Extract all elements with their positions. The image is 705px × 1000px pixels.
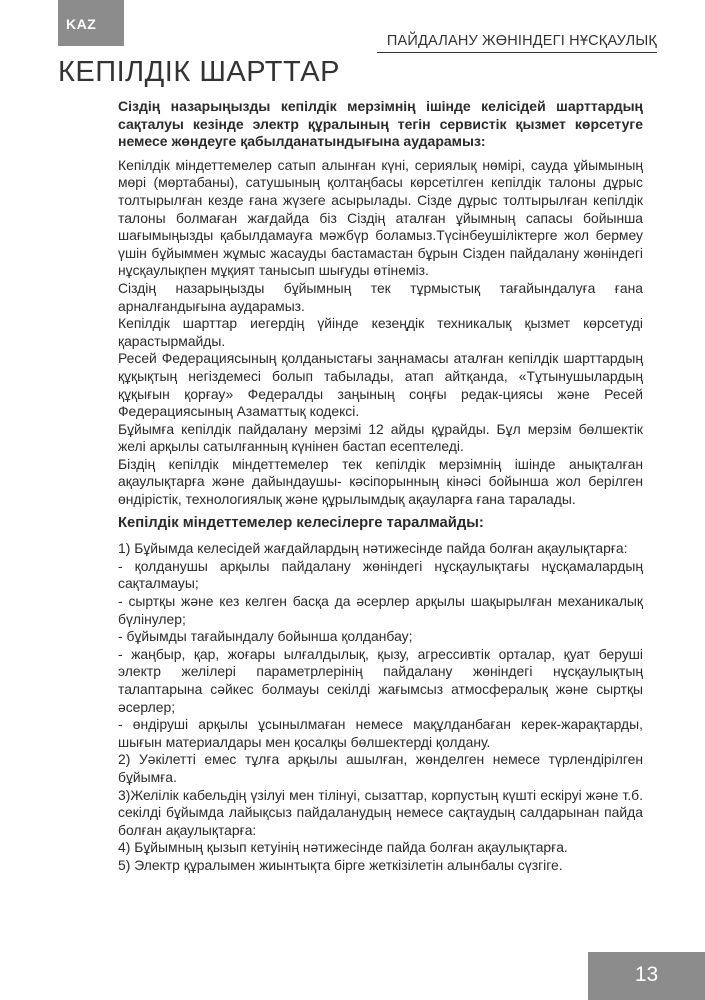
exclusion-item: - қолданушы арқылы пайдалану жөніндегі нұсқаулықтағы нұсқамалардың сақталмауы; (118, 557, 643, 592)
paragraph: Кепілдік шарттар иегердің үйінде кезеңдік техникалық қызмет көрсетуді қарастырмайды. (118, 315, 643, 349)
exclusion-item: 4) Бұйымның қызып кетуінің нәтижесінде пайда болған ақаулықтарға. (118, 839, 568, 856)
paragraph: Ресей Федерациясының қолданыстағы заңнамасы аталған кепілдік шарттардың құқықтың негіздемесі болып табылады, атап айтқанда, «Тұтынушылардың құқығын қорғау» Федералды заңының соңғы редак-циясы және Ресей Федерациясының Азаматтық кодексі. (118, 350, 643, 420)
exclusion-item: 1) Бұйымда келесідей жағдайлардың нәтижесінде пайда болған ақаулықтарға: (118, 540, 628, 557)
page-content (118, 98, 643, 875)
exclusion-item: - өндіруші арқылы ұсынылмаған немесе мақұлданбаған керек-жарақтарды, шығын материалдары мен қосалқы бөлшектерді қолдану. (118, 716, 643, 750)
manual-title: ПАЙДАЛАНУ ЖӨНІНДЕГІ НҰСҚАУЛЫҚ (386, 33, 657, 49)
page-title: КЕПІЛДІК ШАРТТАР (58, 56, 340, 88)
paragraph: Кепілдік міндеттемелер сатып алынған күні, сериялық нөмірі, сауда ұйымының мөрі (мөртабаны), сатушының қолтаңбасы көрсетілген кепілдік талоны дұрыс толтырылған кезде ғана жүзеге асырылады. Сізде дұрыс толтырылған кепілдік талоны болмаған жағдайда біз Сіздің аталған ұйымның сапасы бойынша шағымыңызды қабылдамауға мәжбүр боламыз.Түсінбеушіліктерге жол бермеу үшін бұйыммен жұмыс жасауды бастамастан бұрын Сізден пайдалану жөніндегі нұсқаулықпен мұқият танысып шығуды өтінеміз. (118, 156, 643, 279)
paragraph: Бұйымға кепілдік пайдалану мерзімі 12 айды құрайды. Бұл мерзім бөлшектік желі арқылы сатылғанның күнінен бастап есептеледі. (118, 420, 643, 455)
exclusion-item: - сыртқы және кез келген басқа да әсерлер арқылы шақырылған механикалық бүлінулер; (118, 593, 643, 627)
paragraph: Сіздің назарыңызды бұйымның тек тұрмыстық тағайындалуға ғана арналғандығына аударамыз. (118, 279, 643, 314)
header-divider (377, 52, 657, 53)
exclusion-item: 3)Желілік кабельдің үзілуі мен тілінуі, сызаттар, корпустың күшті ескіруі және т.б. секілді бұйымда лайықсыз пайдаланудың немесе сақтаудың салдарынан пайда болған ақаулықтарға: (118, 786, 643, 838)
page-number: 13 (588, 952, 705, 1000)
paragraph: Біздің кепілдік міндеттемелер тек кепілдік мерзімнің ішінде анықталған ақаулықтарға және дайындаушы- кәсіпорынның кінәсі бойынша жол берілген өндірістік, технологиялық және құрылымдық ақауларға ғана таралады. (118, 455, 643, 508)
intro-bold: Сіздің назарыңызды кепілдік мерзімнің ішінде келісідей шарттардың сақталуы кезінде электр құралының тегін сервистік қызмет көрсетуге немесе жөндеуге қабылданатындығына аударамыз: (118, 98, 643, 150)
exclusion-item: 5) Электр құралымен жиынтықта бірге жеткізілетін алынбалы сүзгіге. (118, 856, 563, 873)
exclusion-item: - бұйымды тағайындалу бойынша қолданбау; (118, 628, 413, 645)
language-tab: KAZ (58, 0, 124, 46)
exclusion-item: - жаңбыр, қар, жоғары ылғалдылық, қызу, агрессивтік орталар, қуат беруші электр желілері параметрлерінің пайдалану жөніндегі нұсқаулықтың талаптарына сәйкес болмауы секілді жағымсыз атмосфералық және сыртқы әсерлер; (118, 645, 643, 715)
exclusion-item: 2) Уәкілетті емес тұлға арқылы ашылған, жөнделген немесе түрлендірілген бұйымға. (118, 751, 643, 785)
exclusions-heading: Кепілдік міндеттемелер келесілерге таралмайды: (118, 514, 484, 531)
